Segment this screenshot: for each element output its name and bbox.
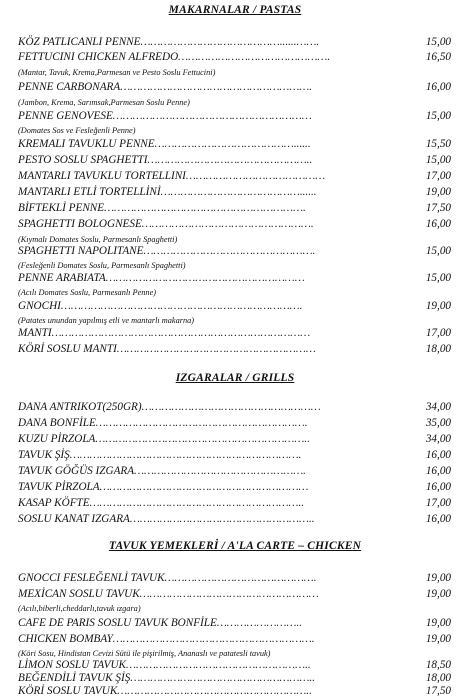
item-description: (Patates unundan yapılmış etli ve mantarlı makarna) bbox=[18, 316, 195, 325]
menu-item bbox=[18, 202, 451, 216]
item-name: LİMON SOSLU TAVUK……………………………………………….. bbox=[18, 659, 311, 671]
menu-item bbox=[18, 685, 451, 699]
item-name: TAVUK PİRZOLA……………………………………………………… bbox=[18, 481, 309, 493]
item-price: 17,50 bbox=[425, 202, 451, 214]
menu-item bbox=[18, 138, 451, 152]
item-description: (Köri Sosu, Hindistan Cevizi Sütü ile pişirilmiş, Ananaslı ve patatesli tavuk) bbox=[18, 649, 271, 658]
item-name: PENNE CARBONARA…………………………………………………. bbox=[18, 81, 313, 93]
item-price: 16,00 bbox=[425, 81, 451, 93]
item-name: BEĞENDİLİ TAVUK ŞİŞ……………………………………………….. bbox=[18, 672, 315, 684]
menu-item bbox=[18, 417, 451, 431]
item-description: (Mantar, Tavuk, Krema,Parmesan ve Pesto Soslu Fettucini) bbox=[18, 68, 216, 77]
item-price: 15,00 bbox=[425, 154, 451, 166]
menu-item bbox=[18, 327, 451, 341]
item-price: 34,00 bbox=[425, 401, 451, 413]
item-price: 15,50 bbox=[425, 138, 451, 150]
menu-item bbox=[18, 218, 451, 232]
item-price: 15,00 bbox=[425, 272, 451, 284]
item-price: 16,50 bbox=[425, 51, 451, 63]
item-name: GNOCCI FESLEĞENLİ TAVUK………………………………………. bbox=[18, 572, 317, 584]
item-price: 17,50 bbox=[425, 685, 451, 697]
item-price: 18,50 bbox=[425, 659, 451, 671]
item-price: 18,00 bbox=[425, 672, 451, 684]
menu-item bbox=[18, 51, 451, 65]
item-price: 34,00 bbox=[425, 433, 451, 445]
item-price: 19,00 bbox=[425, 186, 451, 198]
menu-item bbox=[18, 433, 451, 447]
menu-item bbox=[18, 481, 451, 495]
menu-item bbox=[18, 672, 451, 686]
item-name: MANTARLI ETLİ TORTELLİNİ……………………………………...... bbox=[18, 186, 317, 198]
item-name: KUZU PİRZOLA……………………………………………………….. bbox=[18, 433, 310, 445]
item-description: (Jambon, Krema, Sarımsak,Parmesan Soslu Penne) bbox=[18, 98, 190, 107]
item-price: 17,00 bbox=[425, 170, 451, 182]
item-name: MANTARLI TAVUKLU TORTELLINI…………………………………… bbox=[18, 170, 326, 182]
item-name: KÖRİ SOSLU MANTI…………………………………………………… bbox=[18, 343, 316, 355]
item-description: (Acılı,biberli,cheddarlı,tavuk ızgara) bbox=[18, 604, 141, 613]
menu-item bbox=[18, 81, 451, 95]
item-name: FETTUCINI CHICKEN ALFREDO………………………………………. bbox=[18, 51, 331, 63]
item-price: 19,00 bbox=[425, 300, 451, 312]
item-name: KASAP KÖFTE……………………………………………………….. bbox=[18, 497, 305, 509]
item-price: 16,00 bbox=[425, 513, 451, 525]
menu-item bbox=[18, 513, 451, 527]
item-name: PESTO SOSLU SPAGHETTI………………………………………….. bbox=[18, 154, 313, 166]
item-name: SPAGHETTI BOLOGNESE……………………………………………. bbox=[18, 218, 314, 230]
item-price: 16,00 bbox=[425, 449, 451, 461]
item-name: DANA BONFİLE………………………………………………………. bbox=[18, 417, 308, 429]
item-price: 16,00 bbox=[425, 218, 451, 230]
item-name: SPAGHETTI NAPOLITANE……………………………………………. bbox=[18, 245, 316, 257]
item-name: MEXİCAN SOSLU TAVUK……………………………………………… bbox=[18, 588, 319, 600]
item-price: 15,00 bbox=[425, 36, 451, 48]
menu-item bbox=[18, 186, 451, 200]
menu-item bbox=[18, 588, 451, 602]
menu-item bbox=[18, 633, 451, 647]
menu-item bbox=[18, 110, 451, 124]
item-description: (Domates Sos ve Fesleğenli Penne) bbox=[18, 126, 136, 135]
item-name: TAVUK GÖĞÜS IZGARA……………………………………………. bbox=[18, 465, 306, 477]
item-description: (Fesleğenli Domates Soslu, Parmesanlı Spaghetti) bbox=[18, 261, 186, 270]
item-price: 16,00 bbox=[425, 481, 451, 493]
menu-item bbox=[18, 465, 451, 479]
item-price: 19,00 bbox=[425, 633, 451, 645]
item-name: GNOCHI………………………………………………………………. bbox=[18, 300, 303, 312]
item-price: 19,00 bbox=[425, 588, 451, 600]
menu-item bbox=[18, 245, 451, 259]
item-price: 19,00 bbox=[425, 572, 451, 584]
menu-item bbox=[18, 300, 451, 314]
menu-item bbox=[18, 617, 451, 631]
section-title-pastas: MAKARNALAR / PASTAS bbox=[168, 4, 302, 16]
menu-item bbox=[18, 272, 451, 286]
menu-item bbox=[18, 497, 451, 511]
menu-item bbox=[18, 659, 451, 673]
menu-item bbox=[18, 449, 451, 463]
item-name: KREMALI TAVUKLU PENNE……………………………………...... bbox=[18, 138, 311, 150]
item-name: PENNE ARABIATA…………………………………………………… bbox=[18, 272, 305, 284]
item-price: 16,00 bbox=[425, 465, 451, 477]
item-name: TAVUK ŞİŞ……………………………………………………………. bbox=[18, 449, 302, 461]
item-price: 17,00 bbox=[425, 497, 451, 509]
item-price: 18,00 bbox=[425, 343, 451, 355]
menu-item bbox=[18, 36, 451, 50]
item-name: KÖZ PATLICANLI PENNE……………………………………......……. bbox=[18, 36, 320, 48]
section-title-chicken: TAVUK YEMEKLERİ / A'LA CARTE – CHICKEN bbox=[108, 540, 362, 552]
item-name: BİFTEKLİ PENNE……………………………………………………. bbox=[18, 202, 306, 214]
item-name: KÖRİ SOSLU TAVUK………………………………………………….. bbox=[18, 685, 312, 697]
item-name: DANA ANTRIKOT(250GR)……………………………………………… bbox=[18, 401, 321, 413]
menu-item bbox=[18, 343, 451, 357]
menu-item bbox=[18, 572, 451, 586]
menu-item bbox=[18, 154, 451, 168]
item-name: CHICKEN BOMBAY……………………………………………………. bbox=[18, 633, 315, 645]
item-description: (Acılı Domates Soslu, Parmesanlı Penne) bbox=[18, 288, 157, 297]
menu-item bbox=[18, 401, 451, 415]
item-name: CAFE DE PARIS SOSLU TAVUK BONFİLE…………………….. bbox=[18, 617, 303, 629]
item-name: MANTI…………………………………………………………………… bbox=[18, 327, 311, 339]
item-price: 15,00 bbox=[425, 110, 451, 122]
item-price: 15,00 bbox=[425, 245, 451, 257]
item-price: 19,00 bbox=[425, 617, 451, 629]
item-price: 17,00 bbox=[425, 327, 451, 339]
item-name: SOSLU KANAT IZGARA……………………………………………….. bbox=[18, 513, 315, 525]
section-title-grills: IZGARALAR / GRILLS bbox=[175, 372, 295, 384]
item-description: (Kıymalı Domates Soslu, Parmesanlı Spaghetti) bbox=[18, 235, 178, 244]
menu-item bbox=[18, 170, 451, 184]
item-name: PENNE GENOVESE…………………………………………………… bbox=[18, 110, 312, 122]
item-price: 35,00 bbox=[425, 417, 451, 429]
